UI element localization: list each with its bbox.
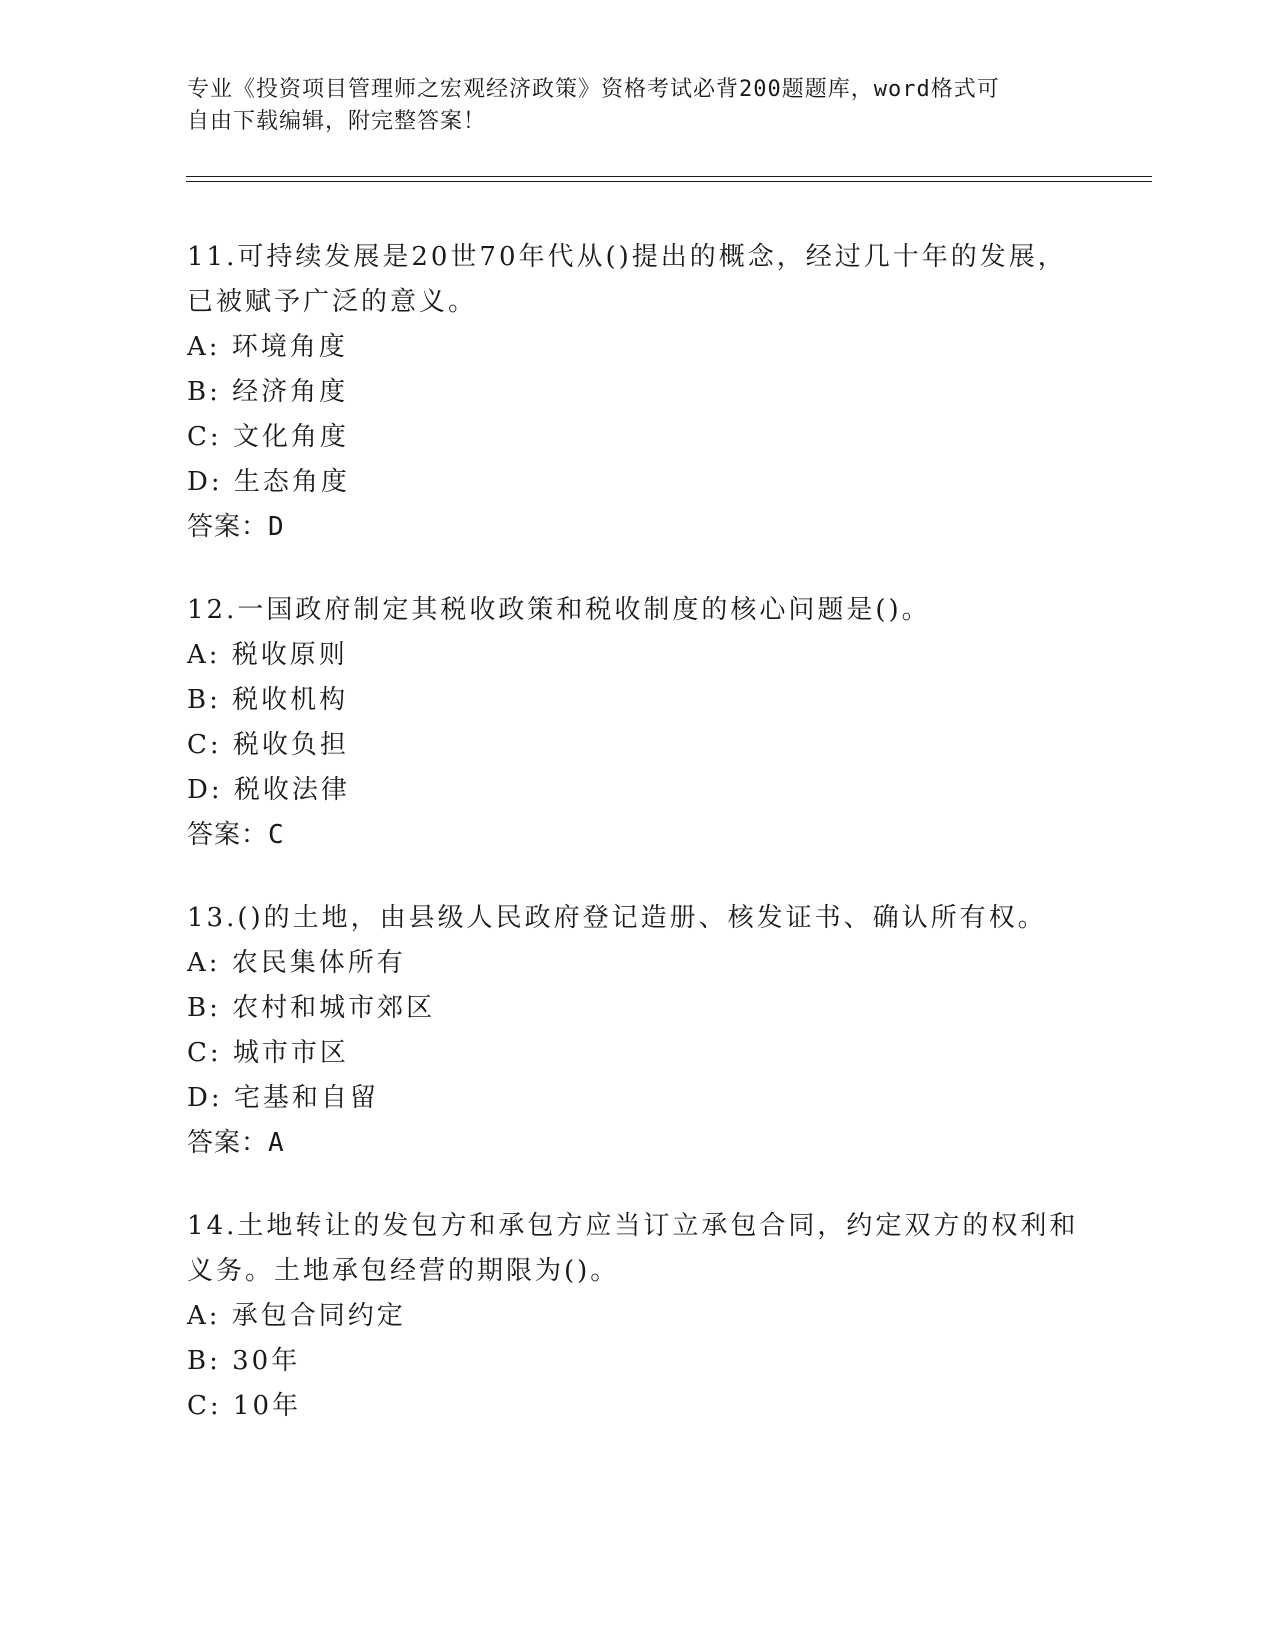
- answer: 答案：A: [187, 1128, 285, 1158]
- answer: 答案：D: [187, 512, 285, 542]
- option-d: D: 税收法律: [187, 775, 350, 805]
- question-stem-line-2: 已被赋予广泛的意义。: [187, 287, 478, 317]
- option-d: D: 宅基和自留: [187, 1083, 379, 1113]
- option-b: B: 农村和城市郊区: [187, 993, 436, 1023]
- option-a: A: 承包合同约定: [187, 1301, 406, 1331]
- question-14: [187, 1204, 1087, 1429]
- question-13: [187, 896, 1087, 1166]
- question-list: [187, 235, 1087, 1467]
- option-b: B: 30年: [187, 1346, 301, 1376]
- header-title-line-1: 专业《投资项目管理师之宏观经济政策》资格考试必背200题题库，word格式可: [187, 77, 1000, 102]
- option-c: C: 城市市区: [187, 1038, 349, 1068]
- option-b: B: 税收机构: [187, 685, 349, 715]
- header-title-line-2: 自由下载编辑，附完整答案！: [187, 109, 487, 134]
- option-a: A: 税收原则: [187, 640, 348, 670]
- question-stem-line-2: 义务。土地承包经营的期限为()。: [187, 1256, 620, 1286]
- option-c: C: 10年: [187, 1391, 302, 1421]
- question-12: [187, 588, 1087, 858]
- question-11: [187, 235, 1087, 550]
- option-c: C: 文化角度: [187, 422, 349, 452]
- option-a: A: 环境角度: [187, 332, 348, 362]
- option-b: B: 经济角度: [187, 377, 349, 407]
- option-a: A: 农民集体所有: [187, 948, 406, 978]
- question-stem-line-1: 13.()的土地，由县级人民政府登记造册、核发证书、确认所有权。: [187, 903, 1047, 933]
- option-c: C: 税收负担: [187, 730, 349, 760]
- answer: 答案：C: [187, 820, 285, 850]
- option-d: D: 生态角度: [187, 467, 350, 497]
- question-stem-line-1: 12.一国政府制定其税收政策和税收制度的核心问题是()。: [187, 595, 931, 625]
- question-stem-line-1: 14.土地转让的发包方和承包方应当订立承包合同，约定双方的权利和: [187, 1211, 1079, 1241]
- question-stem-line-1: 11.可持续发展是20世70年代从()提出的概念，经过几十年的发展，: [187, 242, 1067, 272]
- document-header: [187, 74, 1067, 138]
- header-double-rule: [186, 176, 1152, 182]
